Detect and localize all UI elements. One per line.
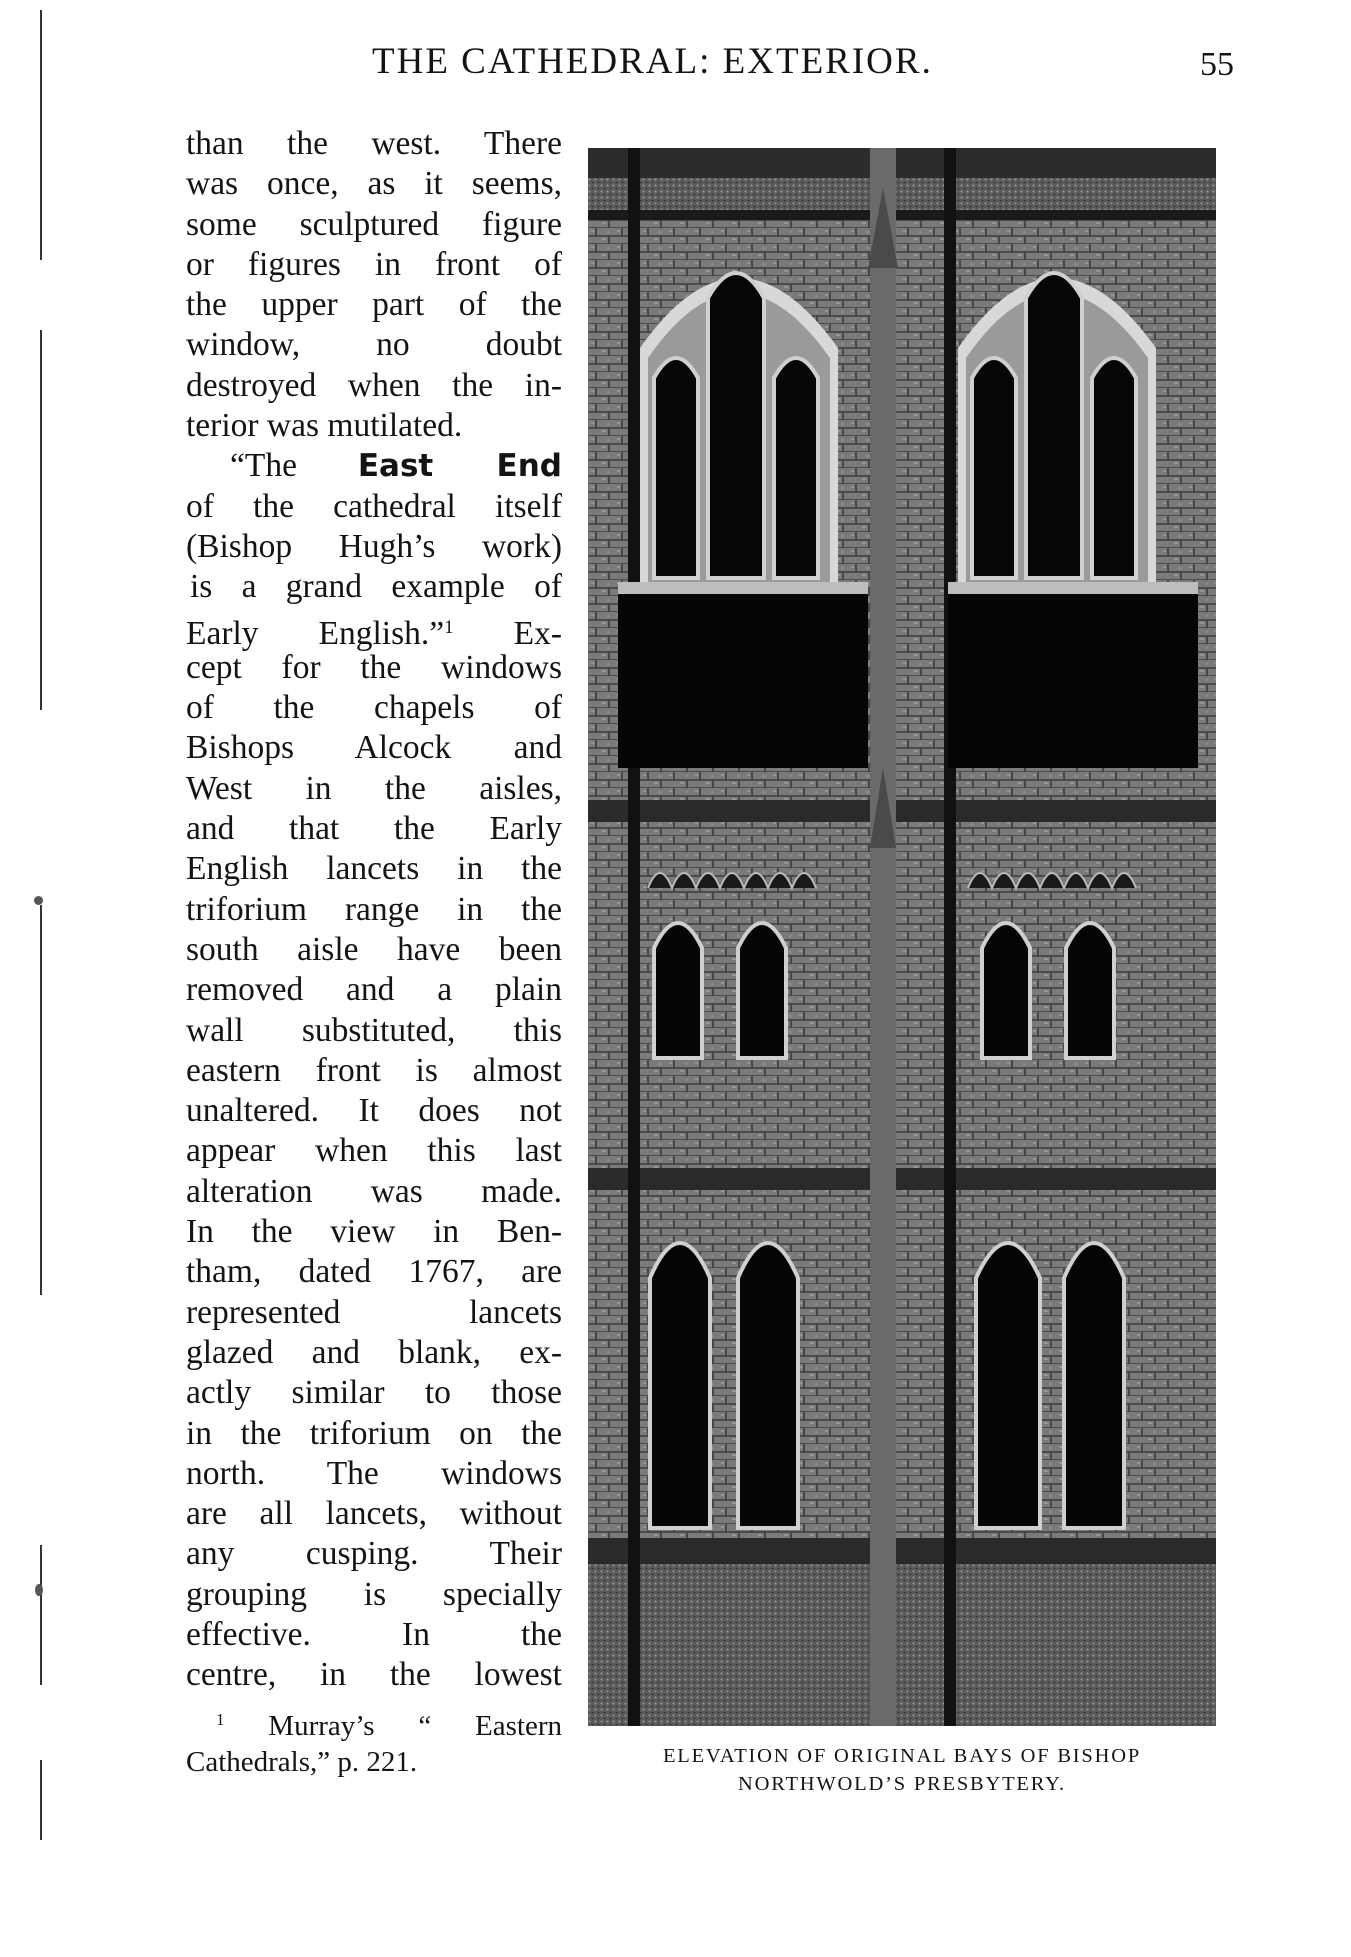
footnote-line xyxy=(186,1702,562,1744)
text-line: terior was mutilated. xyxy=(186,407,463,445)
footnote-mark: 1 xyxy=(216,1710,225,1729)
text-run: Ex- xyxy=(453,614,562,652)
text-line: Bishops Alcock and xyxy=(186,729,562,767)
text-line: alteration was made. xyxy=(186,1172,562,1210)
text-line: and that the Early xyxy=(186,810,562,848)
footnote-text: Murray’s “ Eastern xyxy=(268,1710,562,1742)
text-line: eastern front is almost xyxy=(186,1051,562,1089)
text-line: grouping is specially xyxy=(186,1575,562,1613)
elevation-illustration xyxy=(588,148,1216,1726)
text-line: is a grand example of xyxy=(190,568,562,606)
text-line: window, no doubt xyxy=(186,326,562,364)
text-line: wall substituted, this xyxy=(186,1011,562,1049)
text-line: of the cathedral itself xyxy=(186,487,562,525)
figure-caption xyxy=(578,1742,1226,1798)
page-edge-line xyxy=(40,1760,42,1840)
text-line: actly similar to those xyxy=(186,1374,562,1412)
text-line xyxy=(186,608,562,652)
text-line: any cusping. Their xyxy=(186,1535,562,1573)
caption-line: NORTHWOLD’S PRESBYTERY. xyxy=(738,1773,1066,1795)
text-line: destroyed when the in- xyxy=(186,366,562,404)
heading-east-end: East End xyxy=(357,448,562,485)
text-line: appear when this last xyxy=(186,1132,562,1170)
page-edge-line xyxy=(40,1545,42,1685)
footnote-reference: 1 xyxy=(444,616,454,638)
caption-line: ELEVATION OF ORIGINAL BAYS OF BISHOP xyxy=(662,1745,1142,1767)
text-line: triforium range in the xyxy=(186,890,562,928)
text-line: of the chapels of xyxy=(186,689,562,727)
page-number: 55 xyxy=(1200,46,1234,83)
text-line: in the triforium on the xyxy=(186,1414,562,1452)
text-line: English lancets in the xyxy=(186,850,562,888)
page-header xyxy=(0,40,1351,90)
text-run: Early English.” xyxy=(186,614,445,652)
running-head: THE CATHEDRAL: EXTERIOR. xyxy=(372,41,933,82)
text-line: represented lancets xyxy=(186,1293,562,1331)
body-text-column xyxy=(186,124,562,1696)
scan-speck xyxy=(34,896,43,905)
text-line: cept for the windows xyxy=(186,648,562,686)
text-line: than the west. There xyxy=(186,125,562,162)
text-line: removed and a plain xyxy=(186,971,562,1009)
page-edge-line xyxy=(40,330,42,710)
text-run: “The xyxy=(230,447,358,485)
scan-speck xyxy=(35,1584,43,1596)
footnote xyxy=(186,1702,562,1780)
text-line: tham, dated 1767, are xyxy=(186,1253,562,1291)
text-line: unaltered. It does not xyxy=(186,1092,562,1130)
text-line: effective. In the xyxy=(186,1615,562,1653)
text-line: West in the aisles, xyxy=(186,769,562,807)
footnote-line: Cathedrals,” p. 221. xyxy=(186,1746,418,1778)
text-line: north. The windows xyxy=(186,1454,562,1492)
text-line: are all lancets, without xyxy=(186,1495,562,1533)
text-line xyxy=(186,446,562,486)
text-line: or figures in front of xyxy=(186,245,562,283)
text-line: was once, as it seems, xyxy=(186,165,562,203)
presbytery-elevation-plate xyxy=(588,148,1216,1726)
text-line: south aisle have been xyxy=(186,930,562,968)
text-line: glazed and blank, ex- xyxy=(186,1333,562,1371)
text-line: (Bishop Hugh’s work) xyxy=(186,527,562,565)
text-line: some sculptured figure xyxy=(186,205,562,243)
text-line: In the view in Ben- xyxy=(186,1213,562,1251)
text-line: the upper part of the xyxy=(186,286,562,324)
page-edge-line xyxy=(40,905,42,1295)
text-line: centre, in the lowest xyxy=(186,1656,562,1694)
